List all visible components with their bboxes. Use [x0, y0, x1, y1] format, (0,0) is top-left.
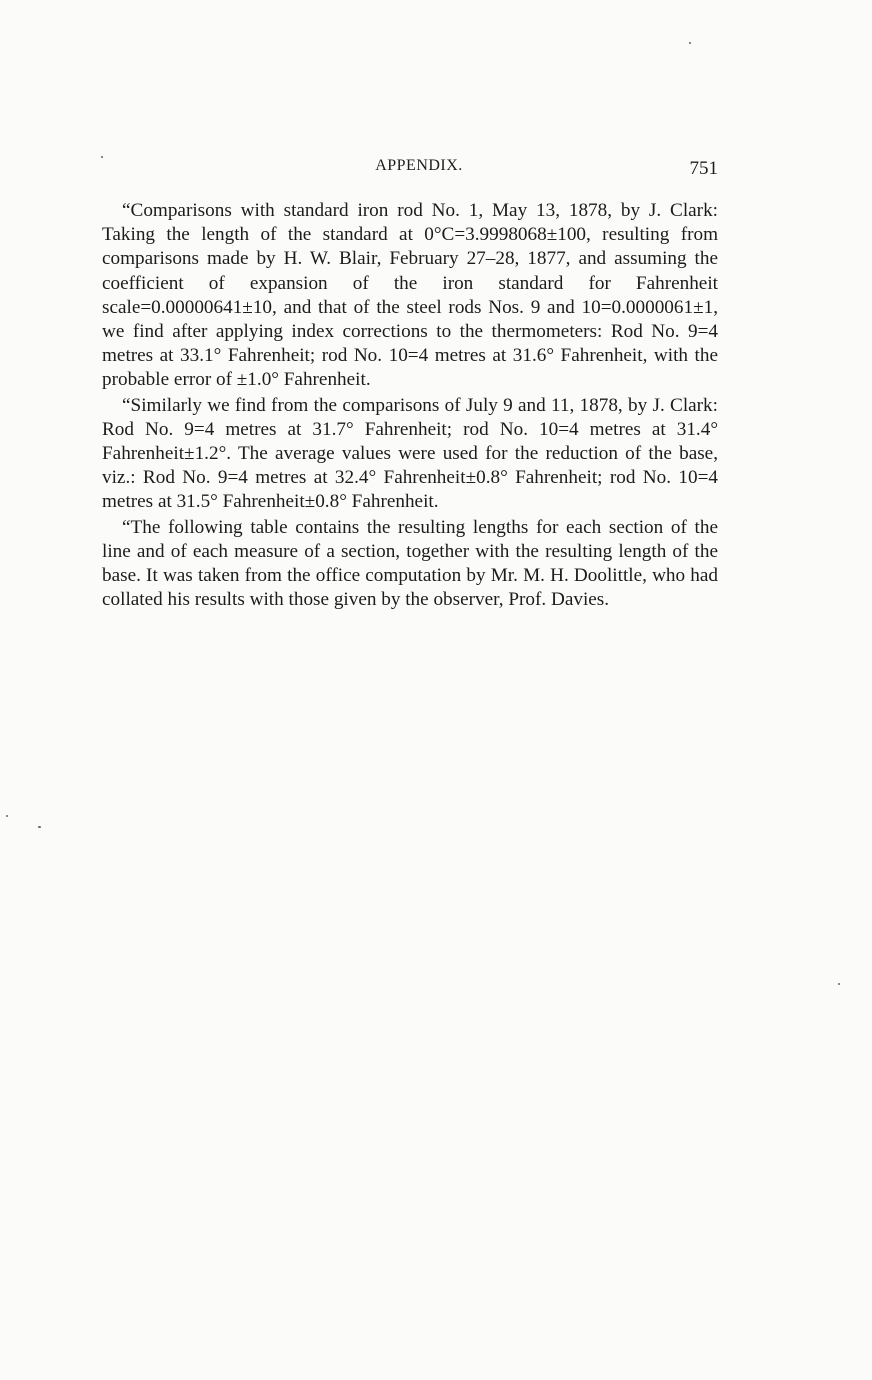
paragraph-table-intro: “The following table contains the resulting lengths for each section of the line and of each measure of a section, together with the resulting length of the base. It was taken from the office computation by Mr. M. H. Doolittle, who had collated his results with those given by the observer, Prof. Davies. [102, 516, 718, 611]
paragraph-comparisons-july: “Similarly we find from the comparisons of July 9 and 11, 1878, by J. Clark: Rod No. 9=4 metres at 31.7° Fahrenheit; rod No. 10=4 metres at 31.4° Fahrenheit±1.2°. The average values were used for the reduction of the base, viz.: Rod No. 9=4 metres at 32.4° Fahrenheit±0.8° Fahrenheit; rod No. 10=4 metres at 31.5° Fahrenheit±0.8° Fahrenheit. [102, 394, 718, 513]
scan-speck [6, 815, 8, 817]
paragraph-comparisons-may: “Comparisons with standard iron rod No. 1, May 13, 1878, by J. Clark: Taking the length of the standard at 0°C=3.9998068±100, resulting from comparisons made by H. W. Blair, February 27–28, 1877, and assuming the coefficient of expansion of the iron standard for Fahrenheit scale=0.00000641±10, and that of the steel rods Nos. 9 and 10=0.0000061±1, we find after applying index corrections to the thermometers: Rod No. 9=4 metres at 33.1° Fahrenheit; rod No. 10=4 metres at 31.6° Fahrenheit, with the probable error of ±1.0° Fahrenheit. [102, 200, 718, 391]
running-head [102, 157, 718, 185]
body-text [102, 199, 718, 613]
running-title: APPENDIX. [375, 157, 463, 174]
scan-speck [689, 42, 691, 44]
scan-speck [38, 826, 41, 828]
scan-speck [838, 983, 840, 985]
page-number: 751 [689, 158, 718, 179]
scan-speck [101, 156, 103, 158]
